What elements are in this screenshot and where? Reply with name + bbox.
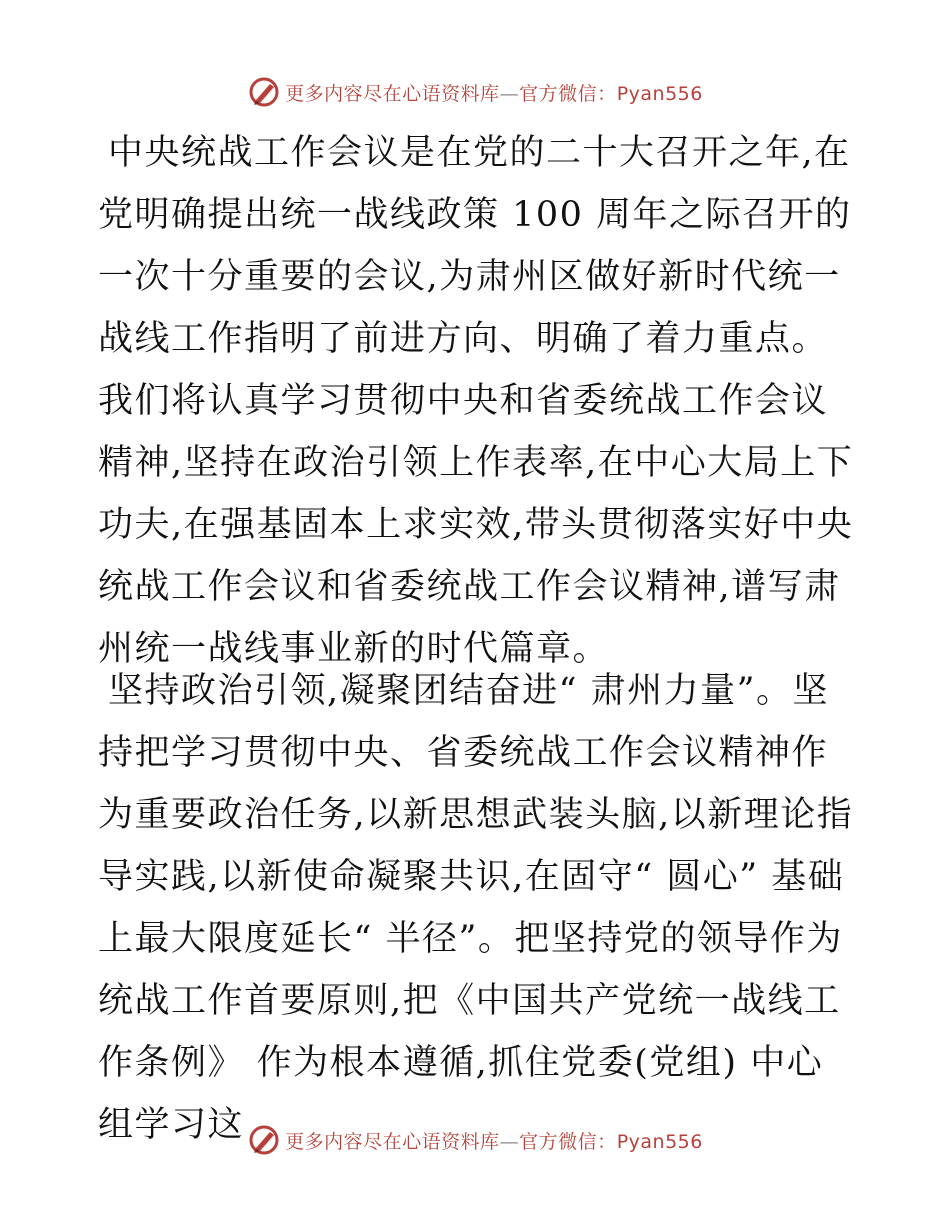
header-banner (0, 72, 950, 112)
paragraph-2-container (98, 660, 858, 1156)
banner-wechat-label: 官方微信： (519, 1130, 617, 1153)
body-paragraph: 中央统战工作会议是在党的二十大召开之年,在党明确提出统一战线政策 100 周年之际召开的一次十分重要的会议,为肃州区做好新时代统一战线工作指明了前进方向、明确了着力重点。我们将认真学习贯彻中央和省委统战工作会议精神,坚持在政治引领上作表率,在中心大局上下功夫,在强基固本上求实效,带头贯彻落实好中央统战工作会议和省委统战工作会议精神,谱写肃州统一战线事业新的时代篇章。 (98, 133, 854, 669)
paragraph-1-container (98, 122, 858, 680)
banner-text (285, 79, 703, 106)
banner-wechat-label: 官方微信： (519, 82, 617, 105)
body-paragraph: 坚持政治引领,凝聚团结奋进“ 肃州力量”。坚持把学习贯彻中央、省委统战工作会议精神作为重要政治任务,以新思想武装头脑,以新理论指导实践,以新使命凝聚共识,在固守“ 圆心” 基础上最大限度延长“ 半径”。把坚持党的领导作为统战工作首要原则,把《中国共产党统一战线工作条例》 作为根本遵循,抓住党委(党组) 中心组学习这 (98, 671, 854, 1145)
pen-circle-logo-icon (247, 75, 281, 109)
banner-text (285, 1127, 703, 1154)
pen-circle-logo-icon (247, 1123, 281, 1157)
banner-separator: — (499, 82, 520, 105)
banner-wechat-id: Pyan556 (616, 1130, 703, 1153)
banner-wechat-id: Pyan556 (616, 82, 703, 105)
footer-banner (0, 1120, 950, 1160)
banner-title: 更多内容尽在心语资料库 (285, 1130, 500, 1153)
banner-separator: — (499, 1130, 520, 1153)
banner-title: 更多内容尽在心语资料库 (285, 82, 500, 105)
